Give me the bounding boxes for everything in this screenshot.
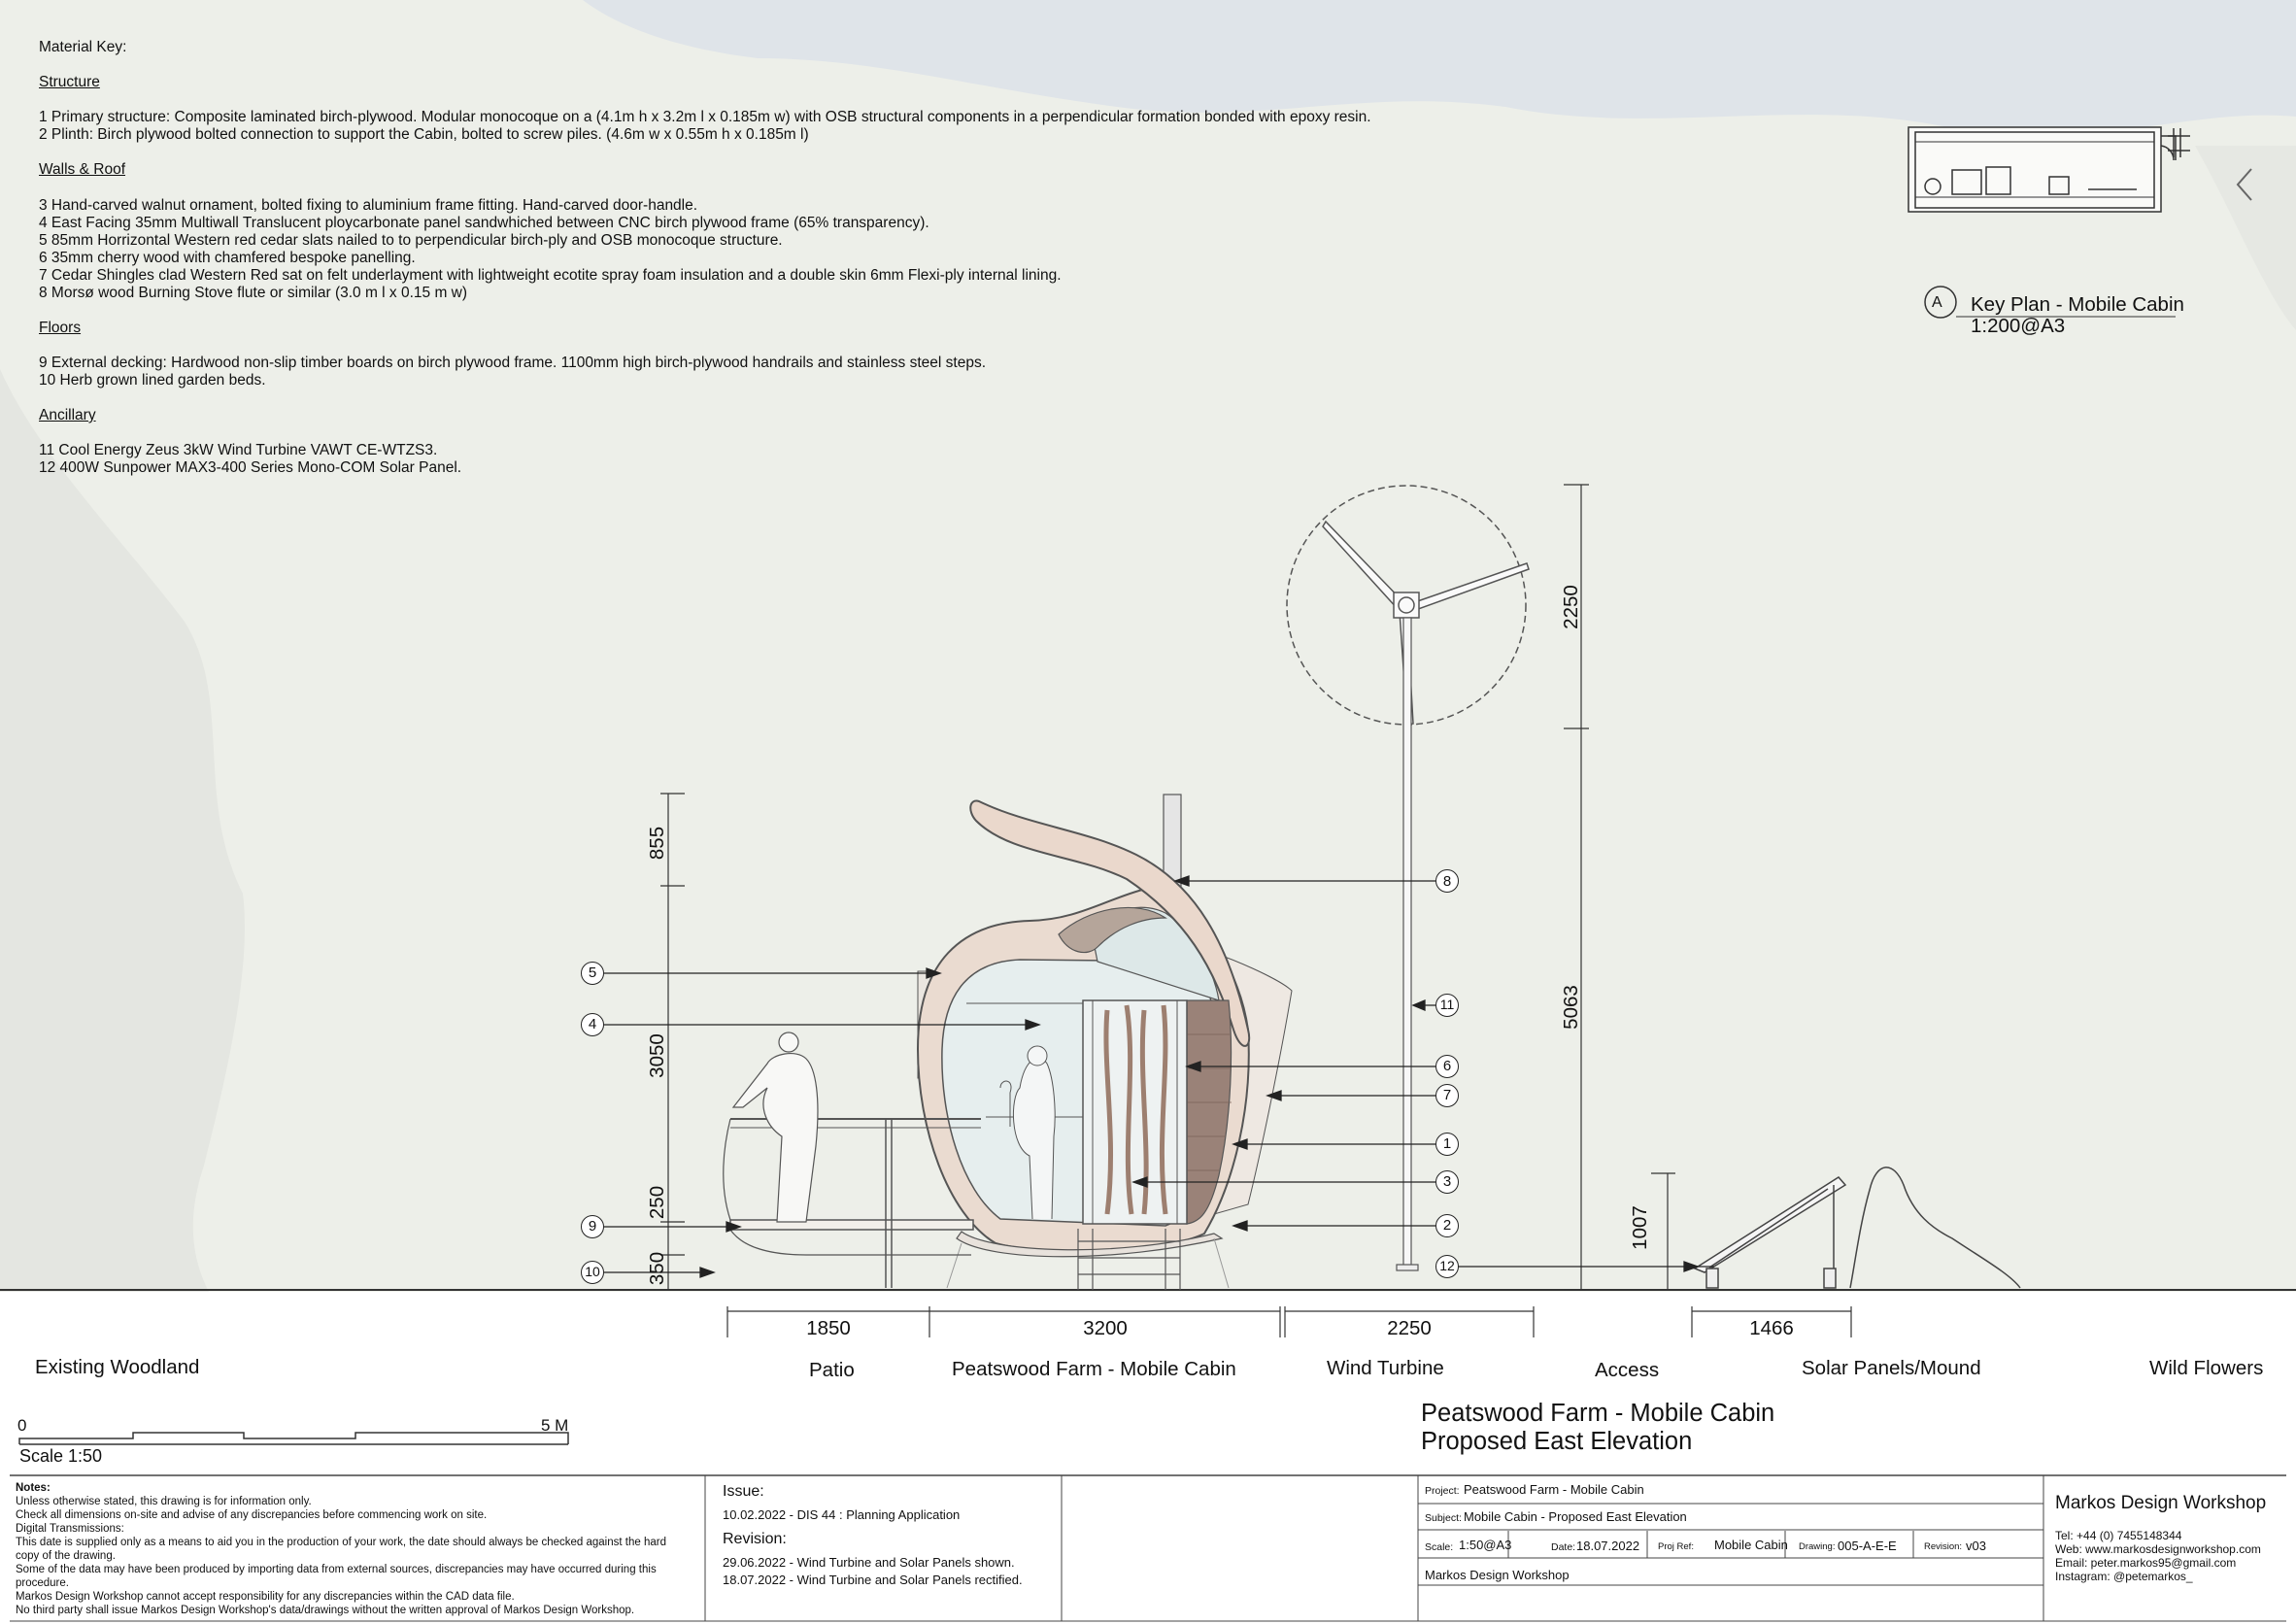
dimension-2250: 2250 <box>1387 1317 1432 1339</box>
callout-9: 9 <box>581 1215 604 1238</box>
callout-10: 10 <box>581 1261 604 1284</box>
callout-3: 3 <box>1435 1170 1459 1194</box>
dimension-3050: 3050 <box>646 1033 668 1078</box>
company-web: Web: www.markosdesignworkshop.com <box>2055 1542 2261 1556</box>
project-value: Peatswood Farm - Mobile Cabin <box>1464 1482 1644 1497</box>
notes-line: Some of the data may have been produced by importing data from external sources, discrepancies may have occurred during this procedure. <box>16 1564 657 1589</box>
dimension-3200: 3200 <box>1083 1317 1128 1339</box>
projref-value: Mobile Cabin <box>1714 1538 1788 1552</box>
zone-label-flowers: Wild Flowers <box>2149 1357 2264 1379</box>
material-key-item: 10 Herb grown lined garden beds. <box>39 372 266 389</box>
zone-label-patio: Patio <box>809 1359 855 1381</box>
material-key-item: 1 Primary structure: Composite laminated birch-plywood. Modular monocoque on a (4.1m h x 3.2m l x 0.185m w) with OSB structural components in a perpendicular formation bonded with epoxy resin. <box>39 109 1371 125</box>
drawing-title-line-2: Proposed East Elevation <box>1421 1428 1693 1455</box>
project-label: Project: <box>1425 1485 1460 1497</box>
key-plan-letter: A <box>1932 294 1942 311</box>
revision-field-value: v03 <box>1966 1539 1986 1553</box>
drawing-label: Drawing: <box>1799 1541 1836 1552</box>
dimension-250: 250 <box>646 1185 668 1220</box>
material-key-item: 5 85mm Horrizontal Western red cedar slats nailed to to perpendicular birch-ply and OSB monocoque structure. <box>39 232 783 249</box>
date-label: Date: <box>1551 1541 1576 1553</box>
issue-entry: 10.02.2022 - DIS 44 : Planning Application <box>723 1507 961 1522</box>
zone-label-access: Access <box>1595 1359 1660 1381</box>
notes-line: Unless otherwise stated, this drawing is for information only. <box>16 1496 312 1507</box>
scale-label: Scale 1:50 <box>19 1446 103 1466</box>
material-key-item: 3 Hand-carved walnut ornament, bolted fixing to aluminium frame fitting. Hand-carved door-handle. <box>39 197 698 214</box>
dimension-5063: 5063 <box>1560 985 1582 1030</box>
dimension-2250-turbine: 2250 <box>1560 585 1582 629</box>
title-block-company: Markos Design Workshop <box>1425 1568 1570 1582</box>
scale-bar-start: 0 <box>17 1416 27 1435</box>
zone-label-turbine: Wind Turbine <box>1327 1357 1444 1379</box>
notes-line: Markos Design Workshop cannot accept responsibility for any discrepancies within the CAD data file. <box>16 1591 515 1603</box>
material-key-heading: Ancillary <box>39 407 96 423</box>
revision-field-label: Revision: <box>1924 1541 1963 1552</box>
callout-1: 1 <box>1435 1133 1459 1156</box>
drawing-title-line-1: Peatswood Farm - Mobile Cabin <box>1421 1400 1775 1427</box>
dimension-1850: 1850 <box>806 1317 851 1339</box>
callout-5: 5 <box>581 962 604 985</box>
material-key-item: 11 Cool Energy Zeus 3kW Wind Turbine VAWT CE-WTZS3. <box>39 442 438 458</box>
company-name: Markos Design Workshop <box>2055 1493 2267 1513</box>
person-head <box>779 1032 798 1052</box>
material-key-heading: Floors <box>39 320 82 336</box>
callout-7: 7 <box>1435 1084 1459 1107</box>
issue-title: Issue: <box>723 1483 764 1500</box>
scale-field-value: 1:50@A3 <box>1459 1538 1512 1552</box>
dimension-350: 350 <box>646 1251 668 1286</box>
callout-2: 2 <box>1435 1214 1459 1237</box>
material-key-item: 7 Cedar Shingles clad Western Red sat on felt underlayment with lightweight ecotite spray foam insulation and a double skin 6mm Flexi-ply internal lining. <box>39 267 1062 284</box>
subject-value: Mobile Cabin - Proposed East Elevation <box>1464 1509 1687 1524</box>
material-key-title: Material Key: <box>39 39 127 55</box>
material-key-item: 6 35mm cherry wood with chamfered bespoke panelling. <box>39 250 416 266</box>
notes-title: Notes: <box>16 1482 51 1494</box>
material-key-item: 9 External decking: Hardwood non-slip timber boards on birch plywood frame. 1100mm high birch-plywood handrails and stainless steel steps. <box>39 355 986 371</box>
zone-label-woodland: Existing Woodland <box>35 1356 200 1378</box>
notes-line: Digital Transmissions: <box>16 1523 124 1535</box>
scale-bar-end: 5 M <box>541 1416 569 1435</box>
callout-12: 12 <box>1435 1255 1459 1278</box>
notes-line: Check all dimensions on-site and advise of any discrepancies before commencing work on site. <box>16 1509 488 1521</box>
material-key-heading: Walls & Roof <box>39 161 126 178</box>
subject-label: Subject: <box>1425 1512 1462 1524</box>
key-plan-scale: 1:200@A3 <box>1971 315 2066 337</box>
material-key-item: 4 East Facing 35mm Multiwall Translucent ploycarbonate panel sandwhiched between CNC birch plywood frame (65% transparency). <box>39 215 929 231</box>
material-key-item: 8 Morsø wood Burning Stove flute or similar (3.0 m l x 0.15 m w) <box>39 285 468 301</box>
callout-11: 11 <box>1435 994 1459 1017</box>
drawing-value: 005-A-E-E <box>1838 1539 1897 1553</box>
notes-block <box>16 1481 686 1617</box>
revision-title: Revision: <box>723 1531 787 1547</box>
dimension-1007: 1007 <box>1629 1205 1651 1250</box>
ground-area <box>0 1292 2296 1476</box>
notes-line: No third party shall issue Markos Design Workshop's data/drawings without the written approval of Markos Design Workshop. <box>16 1605 635 1616</box>
callout-6: 6 <box>1435 1055 1459 1078</box>
material-key-item: 12 400W Sunpower MAX3-400 Series Mono-COM Solar Panel. <box>39 459 462 476</box>
dimension-855: 855 <box>646 826 668 861</box>
callout-4: 4 <box>581 1013 604 1036</box>
notes-line: This date is supplied only as a means to aid you in the production of your work, the date should always be checked against the hard copy of the drawing. <box>16 1537 666 1562</box>
zone-label-cabin: Peatswood Farm - Mobile Cabin <box>952 1358 1236 1380</box>
company-email: Email: peter.markos95@gmail.com <box>2055 1556 2237 1570</box>
scale-field-label: Scale: <box>1425 1541 1454 1553</box>
key-plan-title: Key Plan - Mobile Cabin <box>1971 293 2184 316</box>
company-tel: Tel: +44 (0) 7455148344 <box>2055 1529 2182 1542</box>
projref-label: Proj Ref: <box>1658 1541 1694 1552</box>
material-key-item: 2 Plinth: Birch plywood bolted connection to support the Cabin, bolted to screw piles. (4.6m w x 0.55m h x 0.185m l) <box>39 126 809 143</box>
revision-entry: 29.06.2022 - Wind Turbine and Solar Panels shown. <box>723 1555 1015 1570</box>
date-value: 18.07.2022 <box>1576 1539 1640 1553</box>
callout-8: 8 <box>1435 869 1459 893</box>
revision-entry: 18.07.2022 - Wind Turbine and Solar Panels rectified. <box>723 1573 1023 1587</box>
material-key-heading: Structure <box>39 74 100 90</box>
dimension-1466: 1466 <box>1749 1317 1794 1339</box>
company-instagram: Instagram: @petemarkos_ <box>2055 1570 2193 1583</box>
zone-label-solar: Solar Panels/Mound <box>1802 1357 1981 1379</box>
